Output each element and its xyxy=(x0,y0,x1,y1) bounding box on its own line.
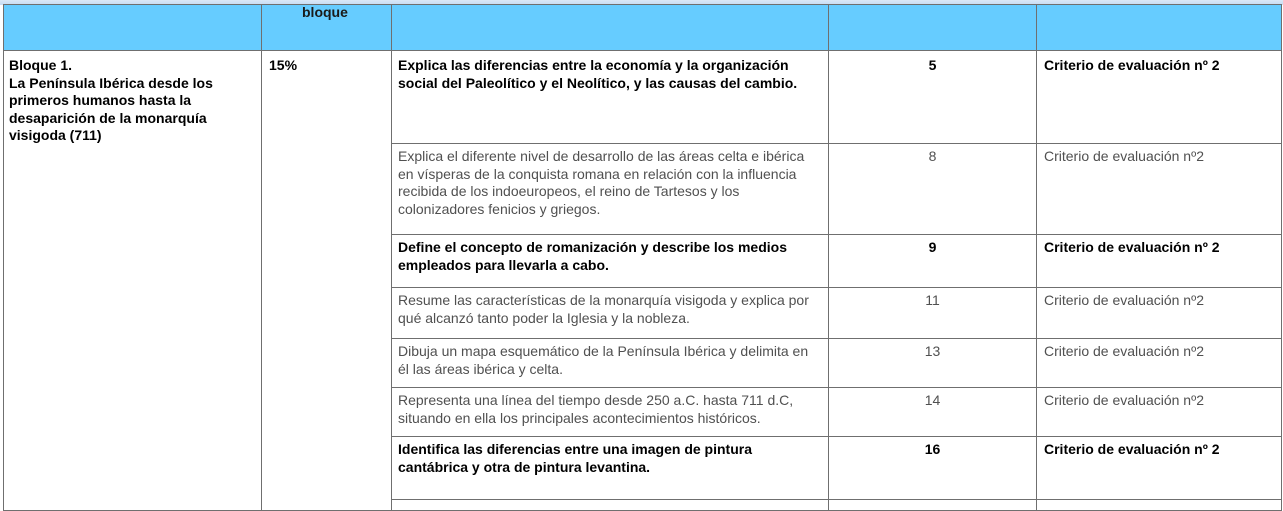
empty-cell xyxy=(1037,500,1282,511)
standard-number: 9 xyxy=(829,235,1037,288)
table-row xyxy=(4,51,1282,144)
standard-number: 5 xyxy=(829,51,1037,144)
evaluation-table xyxy=(3,4,1282,511)
empty-cell xyxy=(392,500,829,511)
standard-number: 14 xyxy=(829,388,1037,437)
header-row xyxy=(4,5,1282,51)
standard-text: Explica el diferente nivel de desarrollo de las áreas celta e ibérica en vísperas de la conquista romana en relación con la influencia recibida de los indoeuropeos, el reino de Tartesos y los colonizadores fenicios y griegos. xyxy=(392,144,829,235)
standard-text: Resume las características de la monarquía visigoda y explica por qué alcanzó tanto poder la Iglesia y la nobleza. xyxy=(392,288,829,339)
standard-number: 13 xyxy=(829,339,1037,388)
header-cell-1 xyxy=(4,5,262,51)
criterion-text: Criterio de evaluación nº2 xyxy=(1037,339,1282,388)
standard-text: Representa una línea del tiempo desde 250 a.C. hasta 711 d.C, situando en ella los principales acontecimientos históricos. xyxy=(392,388,829,437)
standard-number: 8 xyxy=(829,144,1037,235)
header-cell-4 xyxy=(829,5,1037,51)
criterion-text: Criterio de evaluación nº2 xyxy=(1037,144,1282,235)
block-subtitle: La Península Ibérica desde los primeros humanos hasta la desaparición de la monarquía visigoda (711) xyxy=(9,74,213,143)
block-title: Bloque 1. xyxy=(9,57,73,73)
standard-text: Dibuja un mapa esquemático de la Península Ibérica y delimita en él las áreas ibérica y celta. xyxy=(392,339,829,388)
criterion-text: Criterio de evaluación nº2 xyxy=(1037,388,1282,437)
criterion-text: Criterio de evaluación nº2 xyxy=(1037,288,1282,339)
standard-text: Explica las diferencias entre la economía y la organización social del Paleolítico y el Neolítico, y las causas del cambio. xyxy=(392,51,829,144)
criterion-text: Criterio de evaluación nº 2 xyxy=(1037,437,1282,500)
block-title-cell xyxy=(4,51,262,511)
empty-cell xyxy=(829,500,1037,511)
header-cell-5 xyxy=(1037,5,1282,51)
criterion-text: Criterio de evaluación nº 2 xyxy=(1037,51,1282,144)
standard-text: Identifica las diferencias entre una imagen de pintura cantábrica y otra de pintura levantina. xyxy=(392,437,829,500)
standard-number: 11 xyxy=(829,288,1037,339)
standard-number: 16 xyxy=(829,437,1037,500)
criterion-text: Criterio de evaluación nº 2 xyxy=(1037,235,1282,288)
header-cell-bloque: bloque xyxy=(262,5,392,51)
standard-text: Define el concepto de romanización y describe los medios empleados para llevarla a cabo. xyxy=(392,235,829,288)
header-cell-3 xyxy=(392,5,829,51)
block-weight: 15% xyxy=(262,51,392,511)
